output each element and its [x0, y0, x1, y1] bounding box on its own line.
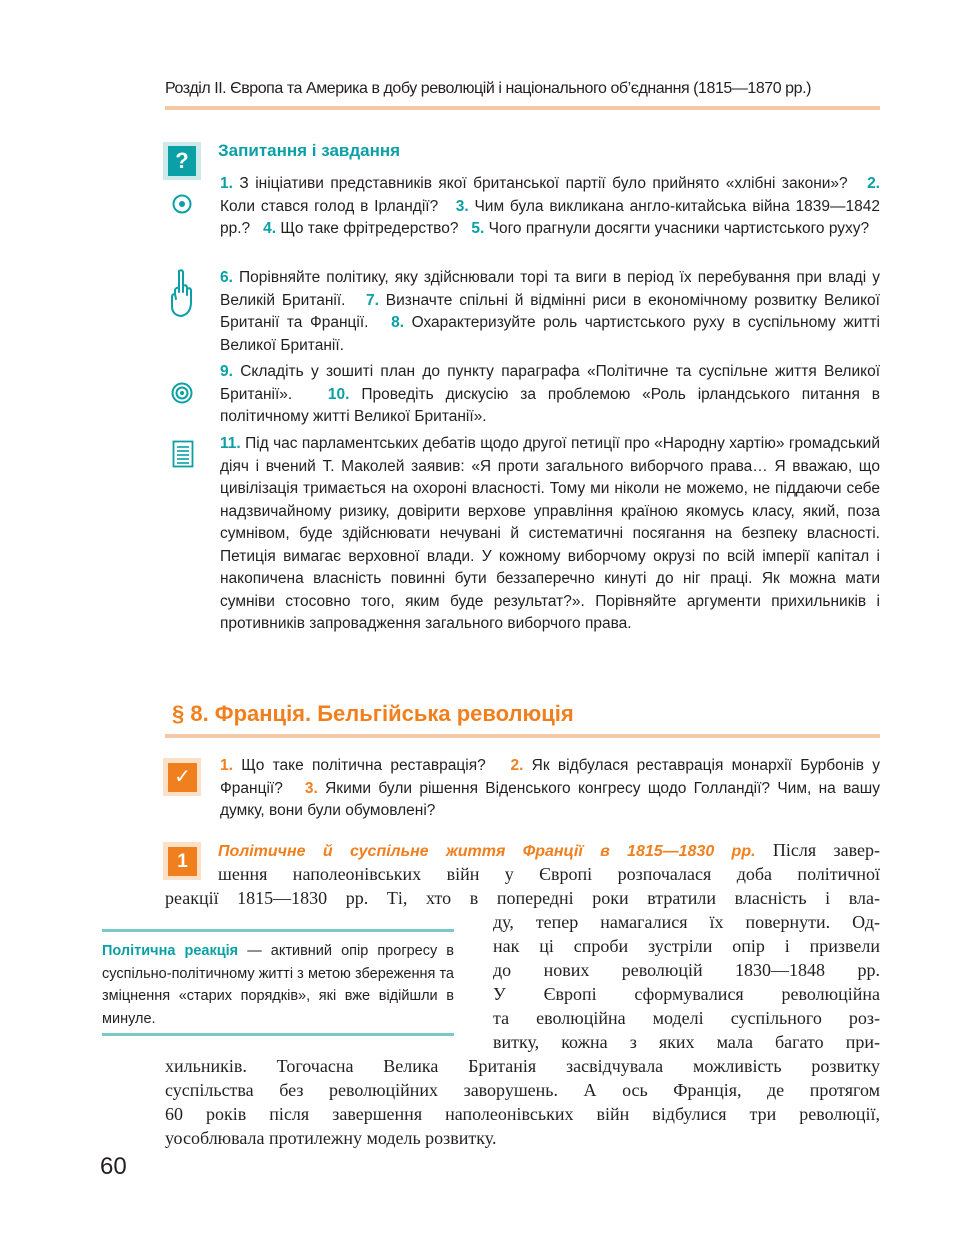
- intro-question-text: Якими були рішення Віденського конгресу щодо Голландії? Чим, на вашу думку, вони були обумовлені?: [220, 779, 880, 819]
- body-line-12: 60 років після завершення наполеонівських війн відбулися три революції,: [165, 1104, 880, 1124]
- question-group-1: [220, 173, 880, 241]
- body-line-9: витку, кожна з яких мала багато при-: [493, 1032, 880, 1052]
- question-number: 7.: [366, 291, 379, 309]
- body-text: Після завер-: [772, 840, 881, 860]
- pointing-hand-icon: [166, 268, 196, 320]
- chapter-header: Розділ ІІ. Європа та Америка в добу революцій і національного об’єднання (1815—1870 рр.): [165, 80, 811, 97]
- question-text: Визначте спільні й відмінні риси в економічному розвитку Великої Британії та Франції.: [220, 291, 880, 331]
- body-line-11: суспільства без революційних заворушень. А ось Франція, де протягом: [165, 1080, 880, 1100]
- question-text: Коли стався голод в Ірландії?: [220, 197, 439, 215]
- question-number: 11.: [220, 435, 241, 452]
- question-group-2: [220, 267, 880, 357]
- paragraph-heading: Політичне й суспільне життя Франції в 1815—1830 рр.: [218, 843, 756, 860]
- definition-text: — активний опір прогресу в суспільно-політичному житті з метою збереження та зміцнення «старих порядків», які вже відійшли в минуле.: [102, 943, 455, 1027]
- question-text: Порівняйте політику, яку здійснювали торі та виги в період їх перебування при владі у Великій Британії.: [220, 269, 880, 309]
- question-number: 1.: [220, 175, 233, 192]
- section-divider: [165, 734, 880, 738]
- bullseye-icon: [170, 381, 194, 405]
- document-icon: [172, 440, 194, 468]
- body-line-6: до нових революцій 1830—1848 рр.: [493, 960, 880, 980]
- question-text: Що таке фрітредерство?: [280, 220, 459, 237]
- question-number: 8.: [391, 314, 405, 331]
- paragraph-number-badge: 1: [168, 847, 197, 876]
- question-number: 2.: [867, 175, 880, 192]
- body-line-2: шення наполеонівських війн у Європі розпочалася доба політичної: [218, 864, 880, 884]
- body-line-13: уособлювала протилежну модель розвитку.: [165, 1128, 497, 1148]
- question-number: 4.: [263, 220, 277, 237]
- question-text: Чим була викликана англо-китайська війна 1839—1842 рр.?: [220, 197, 880, 237]
- question-number: 6.: [220, 269, 233, 286]
- target-icon: [171, 193, 193, 215]
- question-number: 10.: [327, 385, 350, 403]
- intro-question-text: Як відбулася реставрація монархії Бурбонів у Франції?: [220, 757, 880, 797]
- definition-top-rule: [102, 929, 454, 932]
- question-number: 3.: [455, 197, 469, 215]
- question-text: З ініціативи представників якої британської партії було прийнято «хлібні закони»?: [239, 175, 848, 192]
- question-number: 9.: [220, 363, 233, 380]
- intro-question-number: 3.: [304, 779, 318, 797]
- question-group-4: [220, 433, 880, 636]
- body-line-8: та еволюційна моделі суспільного роз-: [493, 1008, 880, 1028]
- question-text: Чого прагнули досягти учасники чартистського руху?: [488, 220, 870, 237]
- header-divider: [165, 106, 880, 110]
- intro-questions: [220, 755, 880, 823]
- body-line-10: хильників. Тогочасна Велика Британія засвідчувала можливість розвитку: [165, 1056, 880, 1076]
- question-text: Охарактеризуйте роль чартистського руху в суспільному житті Великої Британії.: [220, 314, 881, 354]
- question-mark-icon: ?: [168, 146, 196, 176]
- body-line-1: [218, 838, 880, 864]
- question-text: Проведіть дискусію за проблемою «Роль ірландського питання в політичному житті Великої Британії».: [220, 385, 880, 425]
- definition-bottom-rule: [102, 1033, 454, 1036]
- body-line-7: У Європі сформувалися революційна: [493, 984, 880, 1004]
- question-text: Під час парламентських дебатів щодо другої петиції про «Народну хартію» громадський діяч і вчений Т. Маколей заявив: «Я проти загального виборчого права… Я вважаю, що цивілізація тримається на охороні власності. Тому ми ніколи не можемо, не піддаючи себе надзвичайному ризику, довірити верхове управління країною якомусь класу, який, поза сумнівом, буде здійснювати нечувані й систематичні посягання на безпеку власності. Петиція вимагає верховної влади. У кожному виборчому окрузі по всій імперії капітал і накопичена власність повинні бути беззаперечно кинуті до ніг праці. Як можна мати сумніви стосовно того, яким буде результат?». Порівняйте аргументи прихильників і противників запровадження загального виборчого права.: [220, 435, 880, 632]
- question-number: 5.: [471, 220, 485, 237]
- question-group-3: [220, 361, 880, 429]
- page-number: 60: [100, 1153, 127, 1180]
- definition-box: [102, 940, 454, 1030]
- intro-question-number: 2.: [510, 757, 524, 774]
- question-text: Складіть у зошиті план до пункту параграфа «Політичне та суспільне життя Великої Британії».: [220, 363, 881, 403]
- intro-question-text: Що таке політична реставрація?: [241, 757, 486, 774]
- checkmark-icon: ✓: [168, 763, 197, 792]
- section-title: § 8. Франція. Бельгійська революція: [172, 701, 574, 726]
- body-line-4: ду, тепер намагалися їх повернути. Од-: [493, 912, 880, 932]
- intro-question-number: 1.: [220, 757, 233, 774]
- definition-term: Політична реакція: [102, 943, 239, 959]
- body-line-3: реакції 1815—1830 рр. Ті, хто в попередні роки втратили власність і вла-: [165, 888, 880, 908]
- body-line-5: нак ці спроби зустріли опір і призвели: [493, 936, 880, 956]
- questions-title: Запитання і завдання: [218, 141, 401, 160]
